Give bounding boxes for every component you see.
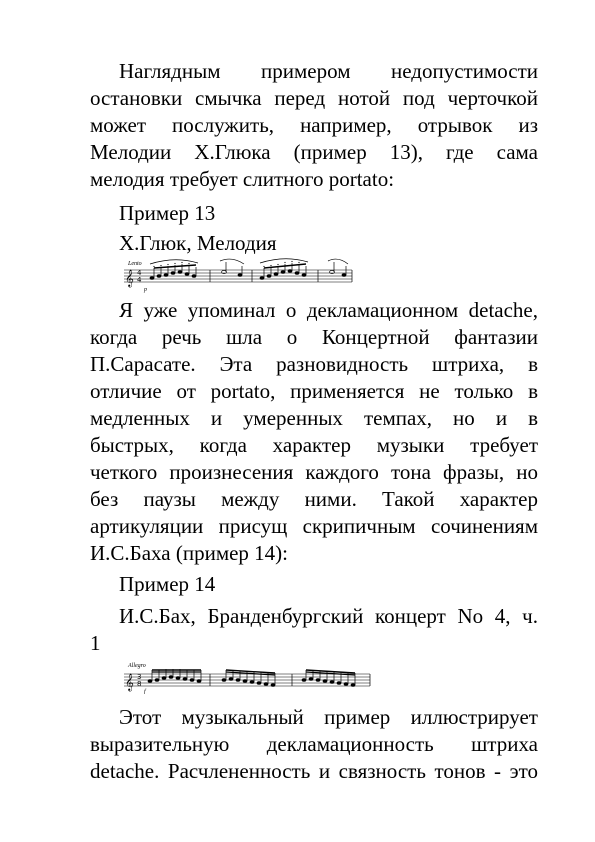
paragraph-line: Мелодии Х.Глюка (пример 13), где сама	[90, 140, 538, 164]
paragraph-line: И.С.Баха (пример 14):	[90, 541, 289, 565]
svg-text:p: p	[144, 287, 147, 293]
paragraph-line: Этот музыкальный пример иллюстрирует	[119, 705, 538, 729]
example-14-label: Пример 14	[119, 572, 216, 596]
paragraph-line: без паузы между ними. Такой характер	[90, 487, 538, 511]
music-score-example-14	[120, 660, 375, 694]
paragraph-line: остановки смычка перед нотой под черточкой	[90, 86, 538, 110]
paragraph-line: быстрых, когда характер музыки требует	[90, 433, 538, 457]
paragraph-line: Наглядным примером недопустимости	[119, 59, 538, 83]
tempo-mark: Lento	[128, 261, 142, 267]
paragraph-line: мелодия требует слитного portato:	[90, 167, 395, 191]
treble-clef-icon: 𝄞	[125, 673, 134, 691]
example-13-source: Х.Глюк, Мелодия	[119, 231, 277, 255]
paragraph-line: артикуляции присущ скрипичным сочинениям	[90, 514, 538, 538]
paragraph-1	[90, 58, 538, 193]
svg-text:f: f	[144, 689, 146, 694]
paragraph-line: выразительную декламационность штриха	[90, 732, 538, 756]
paragraph-3	[90, 704, 538, 785]
music-score-example-13	[120, 258, 360, 296]
paragraph-line: медленных и умеренных темпах, но и в	[90, 406, 538, 430]
svg-text:4: 4	[137, 269, 142, 277]
paragraph-line: четкого произнесения каждого тона фразы, но	[90, 460, 538, 484]
paragraph-2	[90, 297, 538, 567]
treble-clef-icon: 𝄞	[125, 269, 134, 287]
paragraph-line: П.Сарасате. Эта разновидность штриха, в	[90, 352, 538, 376]
paragraph-line: отличие от portato, применяется не только в	[90, 379, 538, 403]
paragraph-line: может послужить, например, отрывок из	[90, 113, 538, 137]
example-14-source-line: 1	[90, 631, 101, 655]
paragraph-line: Я уже упоминал о декламационном detache,	[119, 298, 538, 322]
svg-text:8: 8	[137, 680, 142, 688]
svg-text:4: 4	[137, 276, 142, 284]
tempo-mark: Allegro	[128, 663, 146, 669]
paragraph-line: когда речь шла о Концертной фантазии	[90, 325, 538, 349]
example-13-label: Пример 13	[119, 201, 216, 225]
paragraph-line: detache. Расчлененность и связность тонов - это	[90, 759, 538, 783]
example-14-source-line: И.С.Бах, Бранденбургский концерт No 4, ч.	[119, 604, 538, 628]
svg-text:3: 3	[137, 673, 142, 681]
example-14-source	[90, 603, 538, 657]
